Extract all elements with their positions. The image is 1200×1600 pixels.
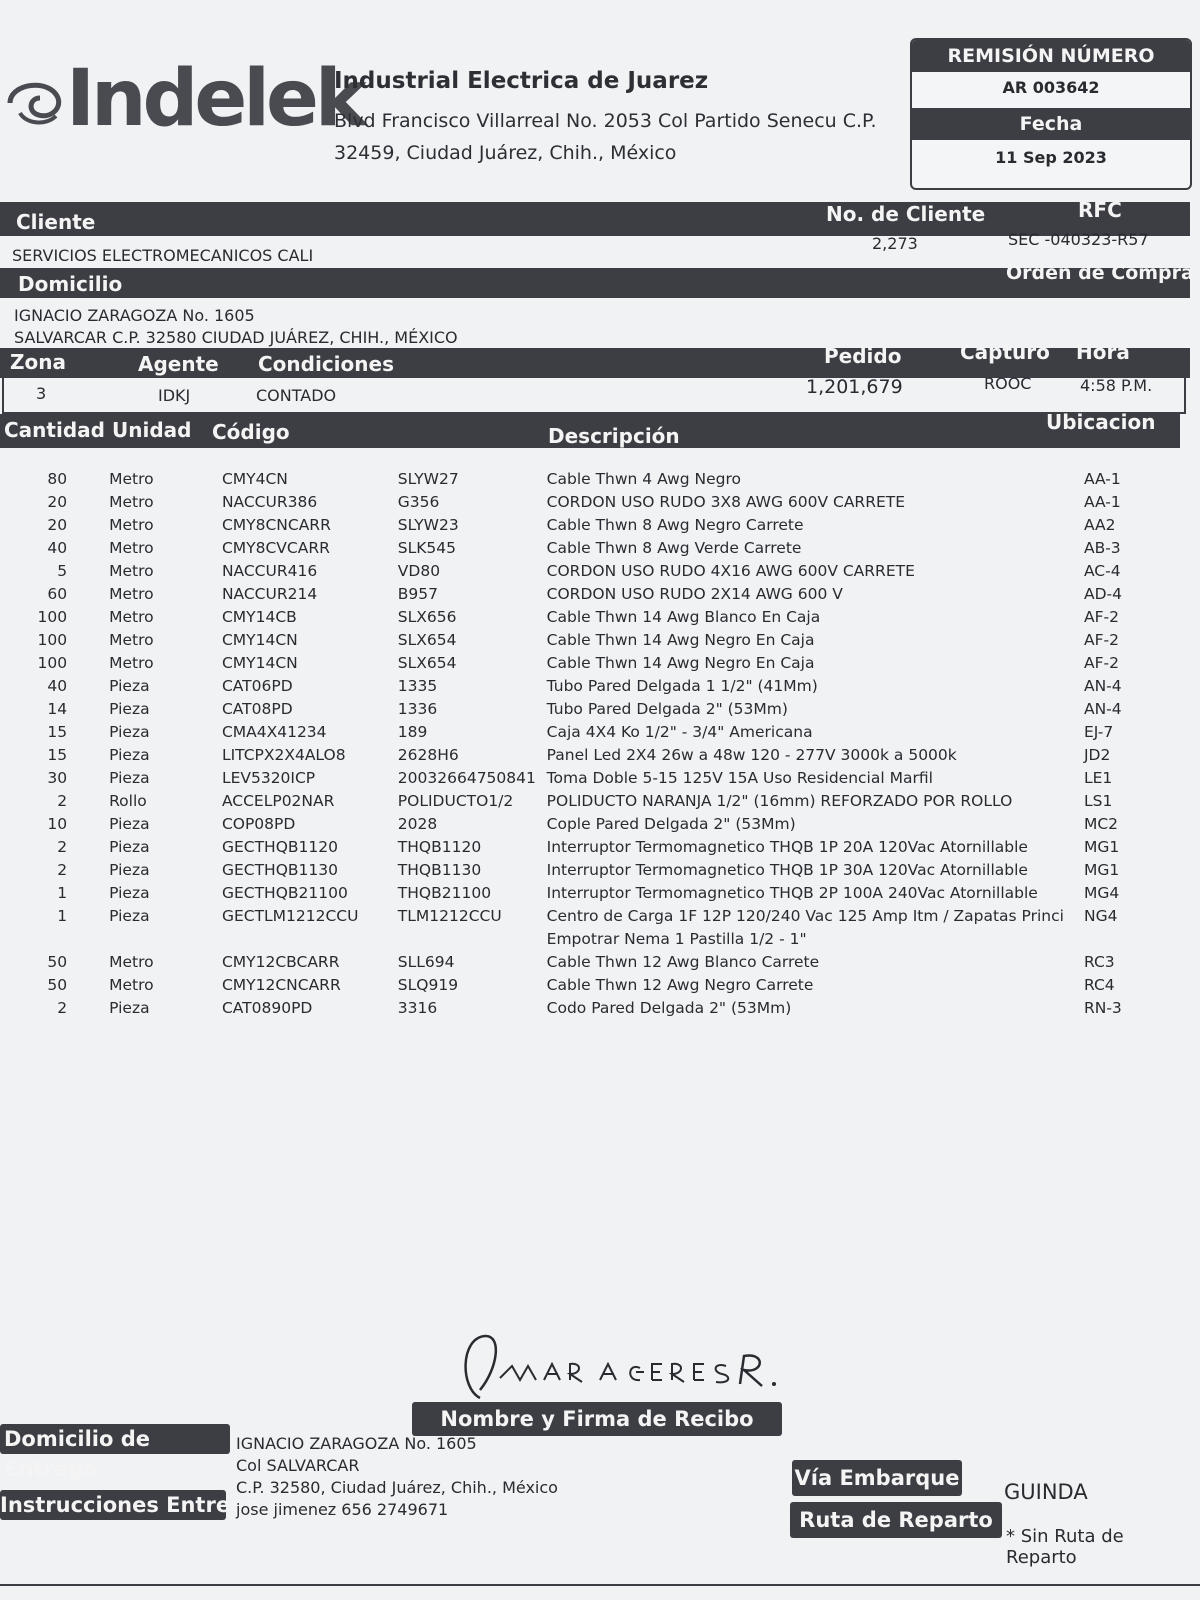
item-location: [1064, 930, 1160, 953]
item-description: CORDON USO RUDO 2X14 AWG 600 V: [546, 585, 843, 603]
items-body: [10, 470, 1160, 1022]
item-description: Cable Thwn 8 Awg Negro Carrete: [546, 516, 804, 534]
item-location: AA2: [1083, 516, 1116, 534]
item-location: LE1: [1083, 769, 1113, 787]
item-code: [222, 930, 398, 953]
item-location: MG4: [1083, 884, 1120, 902]
item-qty: 10: [47, 815, 68, 833]
item-row: [10, 677, 1160, 700]
client-label: Cliente: [16, 210, 96, 234]
item-unit: Metro: [109, 493, 154, 511]
item-alt-code: B957: [397, 585, 439, 603]
item-description: Cable Thwn 14 Awg Negro En Caja: [546, 631, 815, 649]
entrega-label: Domicilio de Entrega: [0, 1424, 230, 1454]
item-row: [10, 976, 1160, 999]
item-location: AF-2: [1083, 631, 1119, 649]
item-qty: 2: [57, 838, 68, 856]
item-unit: Metro: [109, 516, 154, 534]
instrucciones-label: Instrucciones Entrega: [0, 1490, 226, 1520]
item-code: GECTHQB21100: [221, 884, 348, 902]
item-alt-code: SLQ919: [397, 976, 459, 994]
item-code: GECTHQB1120: [221, 838, 338, 856]
item-location: RC4: [1083, 976, 1115, 994]
item-qty: 30: [47, 769, 68, 787]
item-code: ACCELP02NAR: [221, 792, 335, 810]
item-location: RN-3: [1083, 999, 1122, 1017]
instrucciones-value: jose jimenez 656 2749671: [236, 1500, 449, 1519]
item-code: GECTLM1212CCU: [221, 907, 359, 925]
item-code: CMY12CBCARR: [221, 953, 340, 971]
item-unit: Pieza: [109, 746, 150, 764]
item-code: CMY12CNCARR: [221, 976, 341, 994]
item-qty: 100: [37, 631, 68, 649]
item-description: Tubo Pared Delgada 1 1/2" (41Mm): [546, 677, 818, 695]
item-alt-code: POLIDUCTO1/2: [397, 792, 514, 810]
entrega-line3: C.P. 32580, Ciudad Juárez, Chih., México: [236, 1478, 558, 1497]
item-alt-code: 2028: [397, 815, 438, 833]
item-code: NACCUR214: [221, 585, 318, 603]
firma-label: Nombre y Firma de Recibo: [412, 1402, 782, 1436]
rfc-label: RFC: [1078, 198, 1122, 222]
item-location: MG1: [1083, 861, 1120, 879]
item-qty: 100: [37, 608, 68, 626]
client-name: SERVICIOS ELECTROMECANICOS CALI: [12, 246, 314, 265]
item-row: [10, 654, 1160, 677]
item-code: CMA4X41234: [221, 723, 327, 741]
item-alt-code: SLL694: [397, 953, 455, 971]
item-unit: Pieza: [109, 861, 150, 879]
rfc-value: SEC -040323-R57: [1008, 230, 1149, 249]
item-code: CMY4CN: [221, 470, 288, 488]
item-code: LITCPX2X4ALO8: [221, 746, 346, 764]
entrega-line2: Col SALVARCAR: [236, 1456, 360, 1475]
item-qty: [10, 930, 67, 953]
item-alt-code: SLYW27: [397, 470, 459, 488]
item-row: [10, 470, 1160, 493]
condiciones-label: Condiciones: [258, 352, 394, 376]
item-alt-code: 189: [397, 723, 428, 741]
item-description: Cople Pared Delgada 2" (53Mm): [546, 815, 796, 833]
item-unit: Metro: [109, 585, 154, 603]
item-alt-code: [398, 930, 547, 953]
ruta-reparto-label: Ruta de Reparto: [790, 1502, 1002, 1538]
item-location: AC-4: [1083, 562, 1121, 580]
item-row: [10, 746, 1160, 769]
capturo-value: ROOC: [984, 374, 1032, 393]
item-location: JD2: [1083, 746, 1111, 764]
item-alt-code: 2628H6: [397, 746, 459, 764]
hora-value: 4:58 P.M.: [1080, 376, 1153, 395]
item-code: CAT06PD: [221, 677, 293, 695]
company-logo: [0, 48, 363, 148]
item-qty: 2: [57, 999, 68, 1017]
item-code: CMY8CNCARR: [221, 516, 331, 534]
item-qty: 1: [57, 884, 68, 902]
item-description: Cable Thwn 4 Awg Negro: [546, 470, 741, 488]
item-alt-code: THQB1120: [397, 838, 482, 856]
item-location: AD-4: [1083, 585, 1122, 603]
col-codigo: Código: [212, 420, 290, 444]
item-qty: 100: [37, 654, 68, 672]
item-qty: 80: [47, 470, 68, 488]
item-alt-code: SLK545: [397, 539, 457, 557]
item-location: AF-2: [1083, 608, 1119, 626]
item-row: [10, 585, 1160, 608]
item-description: CORDON USO RUDO 4X16 AWG 600V CARRETE: [546, 562, 915, 580]
item-qty: 1: [57, 907, 68, 925]
col-cantidad: Cantidad: [4, 418, 105, 442]
item-row: [10, 700, 1160, 723]
item-code: CAT08PD: [221, 700, 293, 718]
item-unit: Metro: [109, 608, 154, 626]
swirl-icon: [0, 68, 70, 138]
item-row: [10, 953, 1160, 976]
item-description: Toma Doble 5-15 125V 15A Uso Residencial Marfil: [546, 769, 933, 787]
item-description: Caja 4X4 Ko 1/2" - 3/4" Americana: [546, 723, 813, 741]
item-qty: 40: [47, 677, 68, 695]
agente-label: Agente: [138, 352, 219, 376]
item-unit: Metro: [109, 562, 154, 580]
company-address-line1: Blvd Francisco Villarreal No. 2053 Col Partido Senecu C.P.: [334, 110, 877, 132]
item-description: Cable Thwn 14 Awg Negro En Caja: [546, 654, 815, 672]
item-description: POLIDUCTO NARANJA 1/2" (16mm) REFORZADO POR ROLLO: [546, 792, 1013, 810]
item-code: GECTHQB1130: [221, 861, 338, 879]
date-label: Fecha: [1019, 113, 1083, 135]
item-unit: Pieza: [109, 884, 150, 902]
item-description: Cable Thwn 12 Awg Blanco Carrete: [546, 953, 820, 971]
item-row: [10, 539, 1160, 562]
item-location: EJ-7: [1083, 723, 1114, 741]
item-code: CAT0890PD: [221, 999, 313, 1017]
item-location: RC3: [1083, 953, 1115, 971]
item-qty: 50: [47, 976, 68, 994]
item-description: CORDON USO RUDO 3X8 AWG 600V CARRETE: [546, 493, 906, 511]
item-qty: 20: [47, 493, 68, 511]
item-code: CMY14CN: [221, 631, 298, 649]
item-description: Codo Pared Delgada 2" (53Mm): [546, 999, 792, 1017]
item-code: CMY8CVCARR: [221, 539, 330, 557]
via-embarque-label: Vía Embarque: [792, 1460, 962, 1496]
item-unit: Pieza: [109, 999, 150, 1017]
capturo-label: Capturo: [960, 340, 1050, 364]
ruta-reparto-value: * Sin Ruta de Reparto: [1006, 1526, 1124, 1568]
item-row: [10, 815, 1160, 838]
item-description: Interruptor Termomagnetico THQB 1P 30A 120Vac Atornillable: [546, 861, 1028, 879]
item-qty: 60: [47, 585, 68, 603]
zona-label: Zona: [10, 350, 66, 374]
item-row: [10, 792, 1160, 815]
item-qty: 40: [47, 539, 68, 557]
item-alt-code: SLX654: [397, 631, 457, 649]
item-alt-code: SLX654: [397, 654, 457, 672]
item-qty: 2: [57, 792, 68, 810]
hora-label: Hora: [1076, 340, 1130, 364]
col-descripcion: Descripción: [548, 424, 680, 448]
item-row: [10, 723, 1160, 746]
entrega-line1: IGNACIO ZARAGOZA No. 1605: [236, 1434, 477, 1453]
item-unit: Pieza: [109, 700, 150, 718]
item-unit: Metro: [109, 470, 154, 488]
domicilio-label: Domicilio: [18, 272, 123, 296]
item-unit: Metro: [109, 631, 154, 649]
item-description: Cable Thwn 14 Awg Blanco En Caja: [546, 608, 821, 626]
item-description: Interruptor Termomagnetico THQB 1P 20A 120Vac Atornillable: [546, 838, 1028, 856]
item-qty: 20: [47, 516, 68, 534]
item-row: [10, 516, 1160, 539]
item-code: COP08PD: [221, 815, 296, 833]
item-description: Empotrar Nema 1 Pastilla 1/2 - 1": [546, 930, 807, 948]
remision-number: AR 003642: [1002, 78, 1100, 97]
item-unit: [67, 930, 222, 953]
item-row: [10, 769, 1160, 792]
item-qty: 2: [57, 861, 68, 879]
item-description: Tubo Pared Delgada 2" (53Mm): [546, 700, 788, 718]
item-location: AA-1: [1083, 493, 1121, 511]
item-row: [10, 907, 1160, 930]
item-unit: Pieza: [109, 815, 150, 833]
condiciones-value: CONTADO: [256, 386, 337, 405]
item-unit: Metro: [109, 976, 154, 994]
company-address-line2: 32459, Ciudad Juárez, Chih., México: [334, 142, 677, 164]
item-unit: Pieza: [109, 723, 150, 741]
item-row: [10, 631, 1160, 654]
item-code: LEV5320ICP: [221, 769, 316, 787]
item-alt-code: 1336: [397, 700, 438, 718]
item-row: [10, 562, 1160, 585]
item-location: AN-4: [1083, 700, 1122, 718]
client-number-label: No. de Cliente: [826, 202, 986, 226]
items-table: [10, 470, 1160, 1022]
item-code: CMY14CN: [221, 654, 298, 672]
col-unidad: Unidad: [112, 418, 192, 442]
item-description: Cable Thwn 12 Awg Negro Carrete: [546, 976, 814, 994]
item-location: NG4: [1083, 907, 1118, 925]
item-location: AB-3: [1083, 539, 1121, 557]
bottom-rule: [0, 1584, 1200, 1586]
item-alt-code: SLYW23: [397, 516, 459, 534]
client-number: 2,273: [872, 234, 918, 253]
item-location: AA-1: [1083, 470, 1121, 488]
item-qty: 50: [47, 953, 68, 971]
item-unit: Rollo: [109, 792, 147, 810]
item-row: [10, 884, 1160, 907]
item-location: LS1: [1083, 792, 1113, 810]
pedido-value: 1,201,679: [806, 376, 903, 398]
item-alt-code: 3316: [397, 999, 438, 1017]
item-description: Panel Led 2X4 26w a 48w 120 - 277V 3000k a 5000k: [546, 746, 957, 764]
client-address-line2: SALVARCAR C.P. 32580 CIUDAD JUÁREZ, CHIH., MÉXICO: [14, 328, 458, 347]
item-qty: 5: [57, 562, 68, 580]
item-alt-code: THQB1130: [397, 861, 482, 879]
item-code: CMY14CB: [221, 608, 297, 626]
item-alt-code: SLX656: [397, 608, 457, 626]
item-alt-code: VD80: [397, 562, 441, 580]
item-row: [10, 838, 1160, 861]
col-ubicacion: Ubicacion: [1046, 410, 1156, 434]
item-description: Centro de Carga 1F 12P 120/240 Vac 125 Amp Itm / Zapatas Princi: [546, 907, 1064, 925]
item-row: [10, 608, 1160, 631]
company-name: Industrial Electrica de Juarez: [334, 68, 709, 94]
item-unit: Pieza: [109, 838, 150, 856]
item-row: [10, 930, 1160, 953]
item-unit: Pieza: [109, 907, 150, 925]
item-description: Cable Thwn 8 Awg Verde Carrete: [546, 539, 802, 557]
item-alt-code: G356: [397, 493, 440, 511]
signature: [440, 1328, 800, 1408]
item-location: AN-4: [1083, 677, 1122, 695]
item-qty: 14: [47, 700, 68, 718]
item-code: NACCUR416: [221, 562, 318, 580]
item-alt-code: THQB21100: [397, 884, 492, 902]
zona-value: 3: [36, 384, 47, 403]
pedido-label: Pedido: [824, 344, 902, 368]
remision-date: 11 Sep 2023: [995, 148, 1107, 167]
item-unit: Pieza: [109, 677, 150, 695]
item-location: MG1: [1083, 838, 1120, 856]
item-unit: Pieza: [109, 769, 150, 787]
item-qty: 15: [47, 723, 68, 741]
item-code: NACCUR386: [221, 493, 318, 511]
item-description: Interruptor Termomagnetico THQB 2P 100A 240Vac Atornillable: [546, 884, 1038, 902]
agente-value: IDKJ: [158, 386, 191, 405]
item-location: AF-2: [1083, 654, 1119, 672]
item-row: [10, 861, 1160, 884]
remision-box: [910, 38, 1192, 190]
item-row: [10, 493, 1160, 516]
item-alt-code: 20032664750841: [397, 769, 536, 787]
remision-label: REMISIÓN NÚMERO: [947, 45, 1155, 67]
item-qty: 15: [47, 746, 68, 764]
item-unit: Metro: [109, 953, 154, 971]
item-row: [10, 999, 1160, 1022]
order-compra-label: Orden de Compra: [1006, 262, 1194, 284]
item-unit: Metro: [109, 539, 154, 557]
item-unit: Metro: [109, 654, 154, 672]
client-address-line1: IGNACIO ZARAGOZA No. 1605: [14, 306, 255, 325]
logo-wordmark: Indelek: [66, 54, 363, 144]
item-alt-code: 1335: [397, 677, 438, 695]
via-embarque-value: GUINDA: [1004, 1480, 1088, 1504]
item-alt-code: TLM1212CCU: [397, 907, 502, 925]
item-location: MC2: [1083, 815, 1119, 833]
